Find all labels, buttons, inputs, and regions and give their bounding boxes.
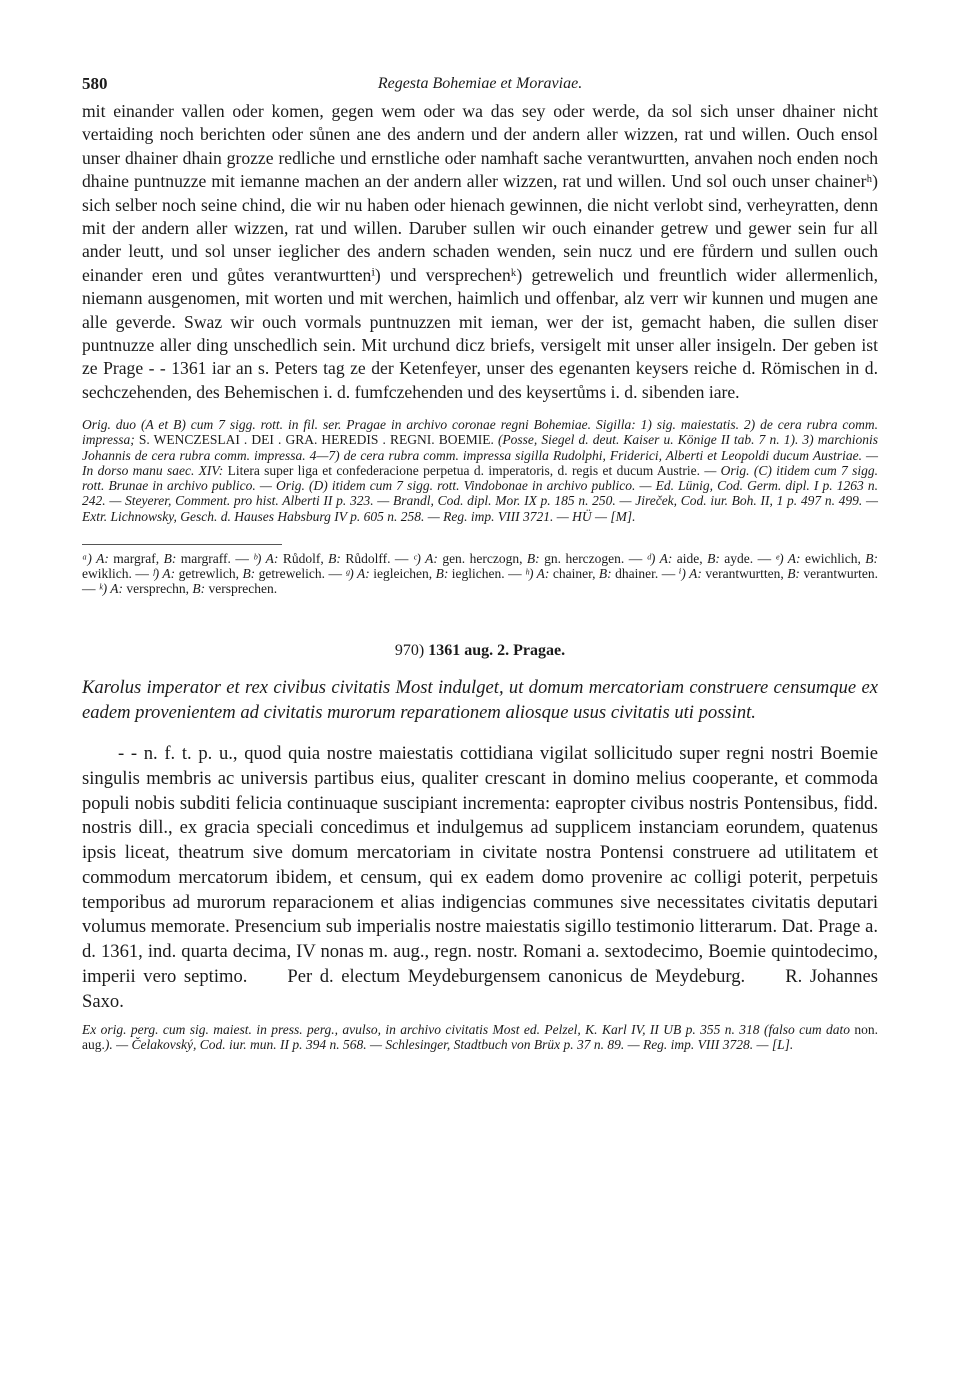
roman-run: gn. herczogen. —: [544, 550, 647, 566]
italic-run: B:: [865, 550, 879, 566]
document-968-footnotes: [82, 551, 878, 597]
italic-run: ᵃ) A:: [82, 550, 114, 566]
roman-run: chainer,: [552, 565, 599, 581]
document-968-text: mit einander vallen oder komen, gegen wem oder wa das sey oder werde, da sol sich unser dhainer nicht vertaiding noch berichten oder sůnen ane des andern und der andern aller wizzen, rat und willen. Ouch ensol unser dhainer dhain grozze redliche und ernstliche oder namhaft sache verantwurtten, anvahen noch enden noch dhaine puntnuzze mit iemanne machen an der andern aller wizzen, rat und willen. Und sol ouch unser chainerʰ) sich selber noch seine chind, die wir nu haben oder hienach gewinnen, die nicht verlobt sind, verheyratten, denn mit der andern aller wizzen, rat und willen. Daruber sullen wir ouch einander getrew und gewer sein fur all ander leutt, und sol unser ieglicher des andern schaden wenden, sein nucz und ere fůrdern und sullen ouch einander eren und gůtes verantwurttenⁱ) und versprechenᵏ) getrewelich und freuntlich wider allermenlich, niemann ausgenomen, mit worten und mit werchen, haimlich und offenbar, alz verr wir kunnen und mugen ane alle geverde. Swaz wir ouch vormals puntnuzzen mit ieman, wer der ist, gemacht haben, die sullen diser puntnuzze aller ding unschedlich sein. Mit urchund dicz briefs, versigelt mit unser aller insigeln. Der geben ist ze Prage - - 1361 iar an s. Peters tag ze der Ketenfeyer, unser des egenanten keysers reiche d. Römischen in d. sechczehenden, des Behemischen i. d. fumfczehenden und des keysertůms i. d. sibenden iare.: [82, 101, 878, 402]
italic-run: ᵈ) A:: [646, 550, 677, 566]
roman-run: Litera super liga et confederacione perpetua d. imperatoris, d. regis et ducum Austrie.: [227, 462, 700, 478]
italic-run: B:: [163, 550, 181, 566]
document-date-place: 1361 aug. 2. Pragae.: [428, 642, 566, 660]
roman-run: ayde. —: [724, 550, 776, 566]
italic-run: ᵉ) A:: [775, 550, 805, 566]
italic-run: ⁱ) A:: [678, 565, 706, 581]
italic-run: ʰ) A:: [525, 565, 553, 581]
roman-run: Růdolf,: [282, 550, 329, 566]
roman-run: Růdolff. —: [345, 550, 413, 566]
italic-run: ᶜ) A:: [412, 550, 443, 566]
italic-run: Ex orig. perg. cum sig. maiest. in press. perg., avulso, in archivo civitatis Most ed. Pelzel, K. Karl IV, II UB p. 355 n. 318 (falso cum dato: [82, 1021, 855, 1037]
italic-run: B:: [707, 550, 725, 566]
document-number: 970): [394, 642, 425, 660]
italic-run: B:: [328, 550, 346, 566]
italic-run: B:: [435, 565, 452, 581]
roman-run: verantwurtten,: [705, 565, 788, 581]
footnote-divider: [82, 544, 282, 545]
running-head: [82, 66, 878, 100]
charter-body: - - n. f. t. p. u., quod quia nostre maiestatis cottidiana vigilat sollicitudo super regni nostri Boemie singulis membris ac universis partibus eius, qualiter crescant in domino melius cooperante, et commoda populi nobis subditi felicia continuaque suscipiant incrementa: eapropter civibus nostris Pontensibus, fidd. nostris dill., ex gracia speciali concedimus et indulgemus ad supplicem instanciam eorundem, quatenus ipsis liceat, theatrum sive domum mercatoriam in civitate nostra Pontensi construere ad utilitatem et commodum mercatorum ibidem, et censum, qui ex eadem domo provenire ac colligi poterit, perpetuis temporibus ad murorum reparacionem et alias indigencias communes sive necessitates civitatis deputari volumus memorate. Presencium sub imperialis nostre maiestatis sigillo testimonio litterarum. Dat. Prage a. d. 1361, ind. quarta decima, IV nonas m. aug., regn. nostr. Romani a. sextodecimo, Boemie quintodecimo, imperii vero septimo.: [82, 742, 878, 988]
chancery-note: Per d. electum Meydeburgensem canonicus de Meydeburg.: [287, 966, 746, 988]
document-970-abstract: Karolus imperator et rex civibus civitatis Most indulget, ut domum mercatoriam construere censumque ex eadem provenientem ad civitatis murorum reparationem aliosque usus civitatis uti possint.: [82, 677, 878, 724]
roman-run: verantwurten. —: [82, 565, 878, 597]
italic-run: ). — Čelakovský, Cod. iur. mun. II p. 394 n. 568. — Schlesinger, Stadtbuch von Brüx p. 37 n. 89. — Reg. imp. VIII 3728. — [L].: [104, 1036, 794, 1052]
italic-run: B:: [598, 565, 616, 581]
document-968-source-note: [82, 417, 878, 523]
italic-run: B:: [192, 581, 209, 597]
scribe-note: R. Johannes Saxo.: [82, 966, 878, 1012]
roman-run: gen. herczogn,: [442, 550, 527, 566]
roman-run: margraf,: [113, 550, 164, 566]
italic-run: B:: [787, 565, 804, 581]
roman-run: ewiklich. —: [82, 565, 153, 581]
roman-run: getrewelich. —: [258, 565, 346, 581]
roman-run: non. aug.: [82, 1021, 878, 1052]
roman-run: margraff. —: [180, 550, 254, 566]
roman-run: ewichlich,: [804, 550, 866, 566]
document-970-heading: [82, 642, 878, 660]
roman-run: ieglichen. —: [451, 565, 526, 581]
document-970-text: [82, 742, 878, 1015]
roman-run: aide,: [676, 550, 708, 566]
roman-run: versprechen.: [208, 581, 278, 597]
roman-run: iegleichen,: [373, 565, 436, 581]
italic-run: Orig. duo (A et B) cum 7 sigg. rott. in fil. ser. Pragae in archivo coronae regni Bohemiae. Sigilla: 1) sig. maiestatis. 2) de cera rubra comm. impressa;: [82, 417, 878, 448]
italic-run: (Posse, Siegel d. deut. Kaiser u. Könige II tab. 7 n. 1). 3) marchionis Johannis de cera rubra comm. impressa. 4—7) de cera rubra comm. impressa sigilla Rudolphi, Friderici, Alberti et Leopoldi ducum Austriae. — In dorso manu saec. XIV:: [82, 432, 879, 478]
journal-title: Regesta Bohemiae et Moraviae.: [377, 75, 583, 92]
document-970-source-note: [82, 1022, 878, 1052]
italic-run: — Orig. (C) itidem cum 7 sigg. rott. Brunae in archivo publico. — Orig. (D) itidem cum 7 sigg. rott. Vindobonae in archivo publico. — Ed. Lünig, Cod. Germ. dipl. I p. 1263 n. 242. — Steyerer, Comment. pro hist. Alberti II p. 323. — Brandl, Cod. dipl. Mor. IX p. 185 n. 250. — Jireček, Cod. iur. Boh. II, 1 p. 497 n. 499. — Extr. Lichnowsky, Gesch. d. Hauses Habsburg IV p. 605 n. 258. — Reg. imp. VIII 3721. — HÜ — [M].: [82, 462, 878, 524]
italic-run: B:: [242, 565, 259, 581]
italic-run: ᵍ) A:: [345, 565, 374, 581]
italic-run: ᵇ) A:: [253, 550, 283, 566]
roman-run: dhainer. —: [615, 565, 679, 581]
italic-run: B:: [526, 550, 545, 566]
page: [82, 66, 878, 1052]
roman-run: S. WENCZESLAI . DEI . GRA. HEREDIS . REGNI. BOEMIE.: [138, 432, 498, 448]
page-number: 580: [82, 74, 108, 93]
roman-run: getrewlich,: [178, 565, 243, 581]
roman-run: versprechn,: [126, 581, 193, 597]
italic-run: ᵏ) A:: [98, 581, 127, 597]
italic-run: ᶠ) A:: [152, 565, 179, 581]
